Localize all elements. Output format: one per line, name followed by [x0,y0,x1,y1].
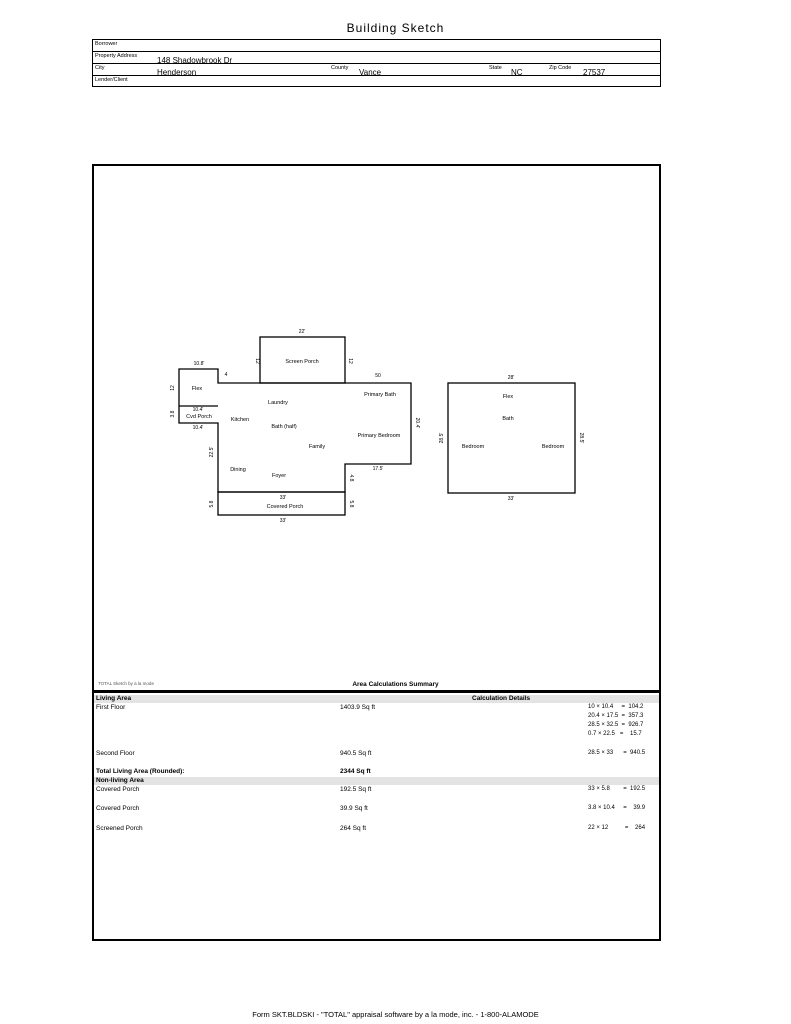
dim-label: 22' [298,329,306,335]
covered-porch-1-value: 192.5 Sq ft [340,786,372,793]
first-floor-calc-1: 10 × 10.4 = 104.2 [588,704,644,710]
dim-label: 4.8 [348,474,354,482]
room-cvd-porch: Cvd Porch [186,414,212,420]
room-bath: Bath [502,416,514,422]
first-floor-calc-2: 20.4 × 17.5 = 357.3 [588,713,644,719]
first-floor-value: 1403.9 Sq ft [340,704,376,711]
covered-porch-2-calc: 3.8 × 10.4 = 39.9 [588,805,646,811]
county-label: County [331,65,349,71]
screened-porch-calc: 22 × 12 = 264 [588,825,646,831]
nonliving-area-bar [94,777,659,785]
borrower-label: Borrower [95,41,118,47]
dim-label: 12 [170,385,176,391]
dim-label: 10.4' [192,425,204,431]
city-value: Henderson [157,68,197,77]
covered-porch-1-label: Covered Porch [96,786,140,793]
dim-label: 17.5' [372,466,384,472]
dim-label: 20.4' [414,417,420,429]
state-value: NC [511,68,523,77]
covered-porch-2-value: 39.9 Sq ft [340,805,368,812]
second-floor-label: Second Floor [96,750,135,757]
county-value: Vance [359,68,382,77]
zip-label: Zip Code [549,65,572,71]
dim-label: 5.8 [209,500,215,508]
room-family: Family [308,444,326,450]
room-dining: Dining [230,467,246,473]
room-covered-porch: Covered Porch [266,504,304,510]
room-screen-porch: Screen Porch [285,359,319,365]
room-foyer: Foyer [271,473,287,479]
page-title: Building Sketch [346,21,445,35]
dim-label: 5.8 [348,500,354,508]
dim-label: 10.4' [192,407,204,413]
zip-value: 27537 [583,68,606,77]
room-flex-2: Flex [502,394,514,400]
total-living-value: 2344 Sq ft [340,768,371,775]
property-value: 148 Shadowbrook Dr [157,56,233,65]
second-floor-calc: 28.5 × 33 = 940.5 [588,750,646,756]
living-area-label: Living Area [96,695,132,702]
room-primary-bedroom: Primary Bedroom [357,433,401,439]
dim-label: 28' [507,375,515,381]
dim-label: 22.5' [209,446,215,458]
dim-label: 33' [507,496,515,502]
dim-label: 12 [347,358,353,364]
first-floor-label: First Floor [96,704,126,711]
dim-label: 4 [224,372,228,378]
calc-details-label: Calculation Details [472,695,531,702]
first-floor-calc-4: 0.7 × 22.5 = 15.7 [588,731,642,737]
room-primary-bath: Primary Bath [364,392,396,398]
nonliving-area-label: Non-living Area [96,777,144,784]
summary-title: Area Calculations Summary [352,681,439,688]
screened-porch-value: 264 Sq ft [340,825,367,832]
room-laundry: Laundry [268,400,288,406]
living-area-bar [94,695,659,703]
room-bedroom-1: Bedroom [461,444,485,450]
dim-label: 10.8' [193,361,205,367]
dim-label: 33' [279,518,287,524]
dim-label: 3.8 [170,410,176,418]
property-label: Property Address [95,53,138,59]
first-floor-calc-3: 28.5 × 32.5 = 926.7 [588,722,644,728]
page-footer: Form SKT.BLDSKI - "TOTAL" appraisal software by a la mode, inc. - 1-800-ALAMODE [252,1010,539,1019]
dim-label: 33' [279,495,287,501]
second-floor-value: 940.5 Sq ft [340,750,372,757]
summary-divider [92,690,661,693]
lender-label: Lender/Client [95,77,128,83]
screened-porch-label: Screened Porch [96,825,143,832]
covered-porch-1-calc: 33 × 5.8 = 192.5 [588,786,646,792]
dim-label: 28.5' [578,432,584,444]
room-bedroom-2: Bedroom [541,444,565,450]
dim-label: 12 [254,358,260,364]
room-kitchen: Kitchen [230,417,250,423]
sketch-copyright: TOTAL Sketch by a la mode [98,681,154,686]
room-flex-1: Flex [191,386,203,392]
room-bath-half: Bath (half) [271,424,297,430]
main-floor-outline [179,369,411,492]
covered-porch-2-label: Covered Porch [96,805,140,812]
state-label: State [489,65,502,71]
dim-label: 50 [375,373,381,379]
dim-label: 28.5' [439,432,445,444]
city-label: City [95,65,105,71]
total-living-label: Total Living Area (Rounded): [96,768,185,775]
